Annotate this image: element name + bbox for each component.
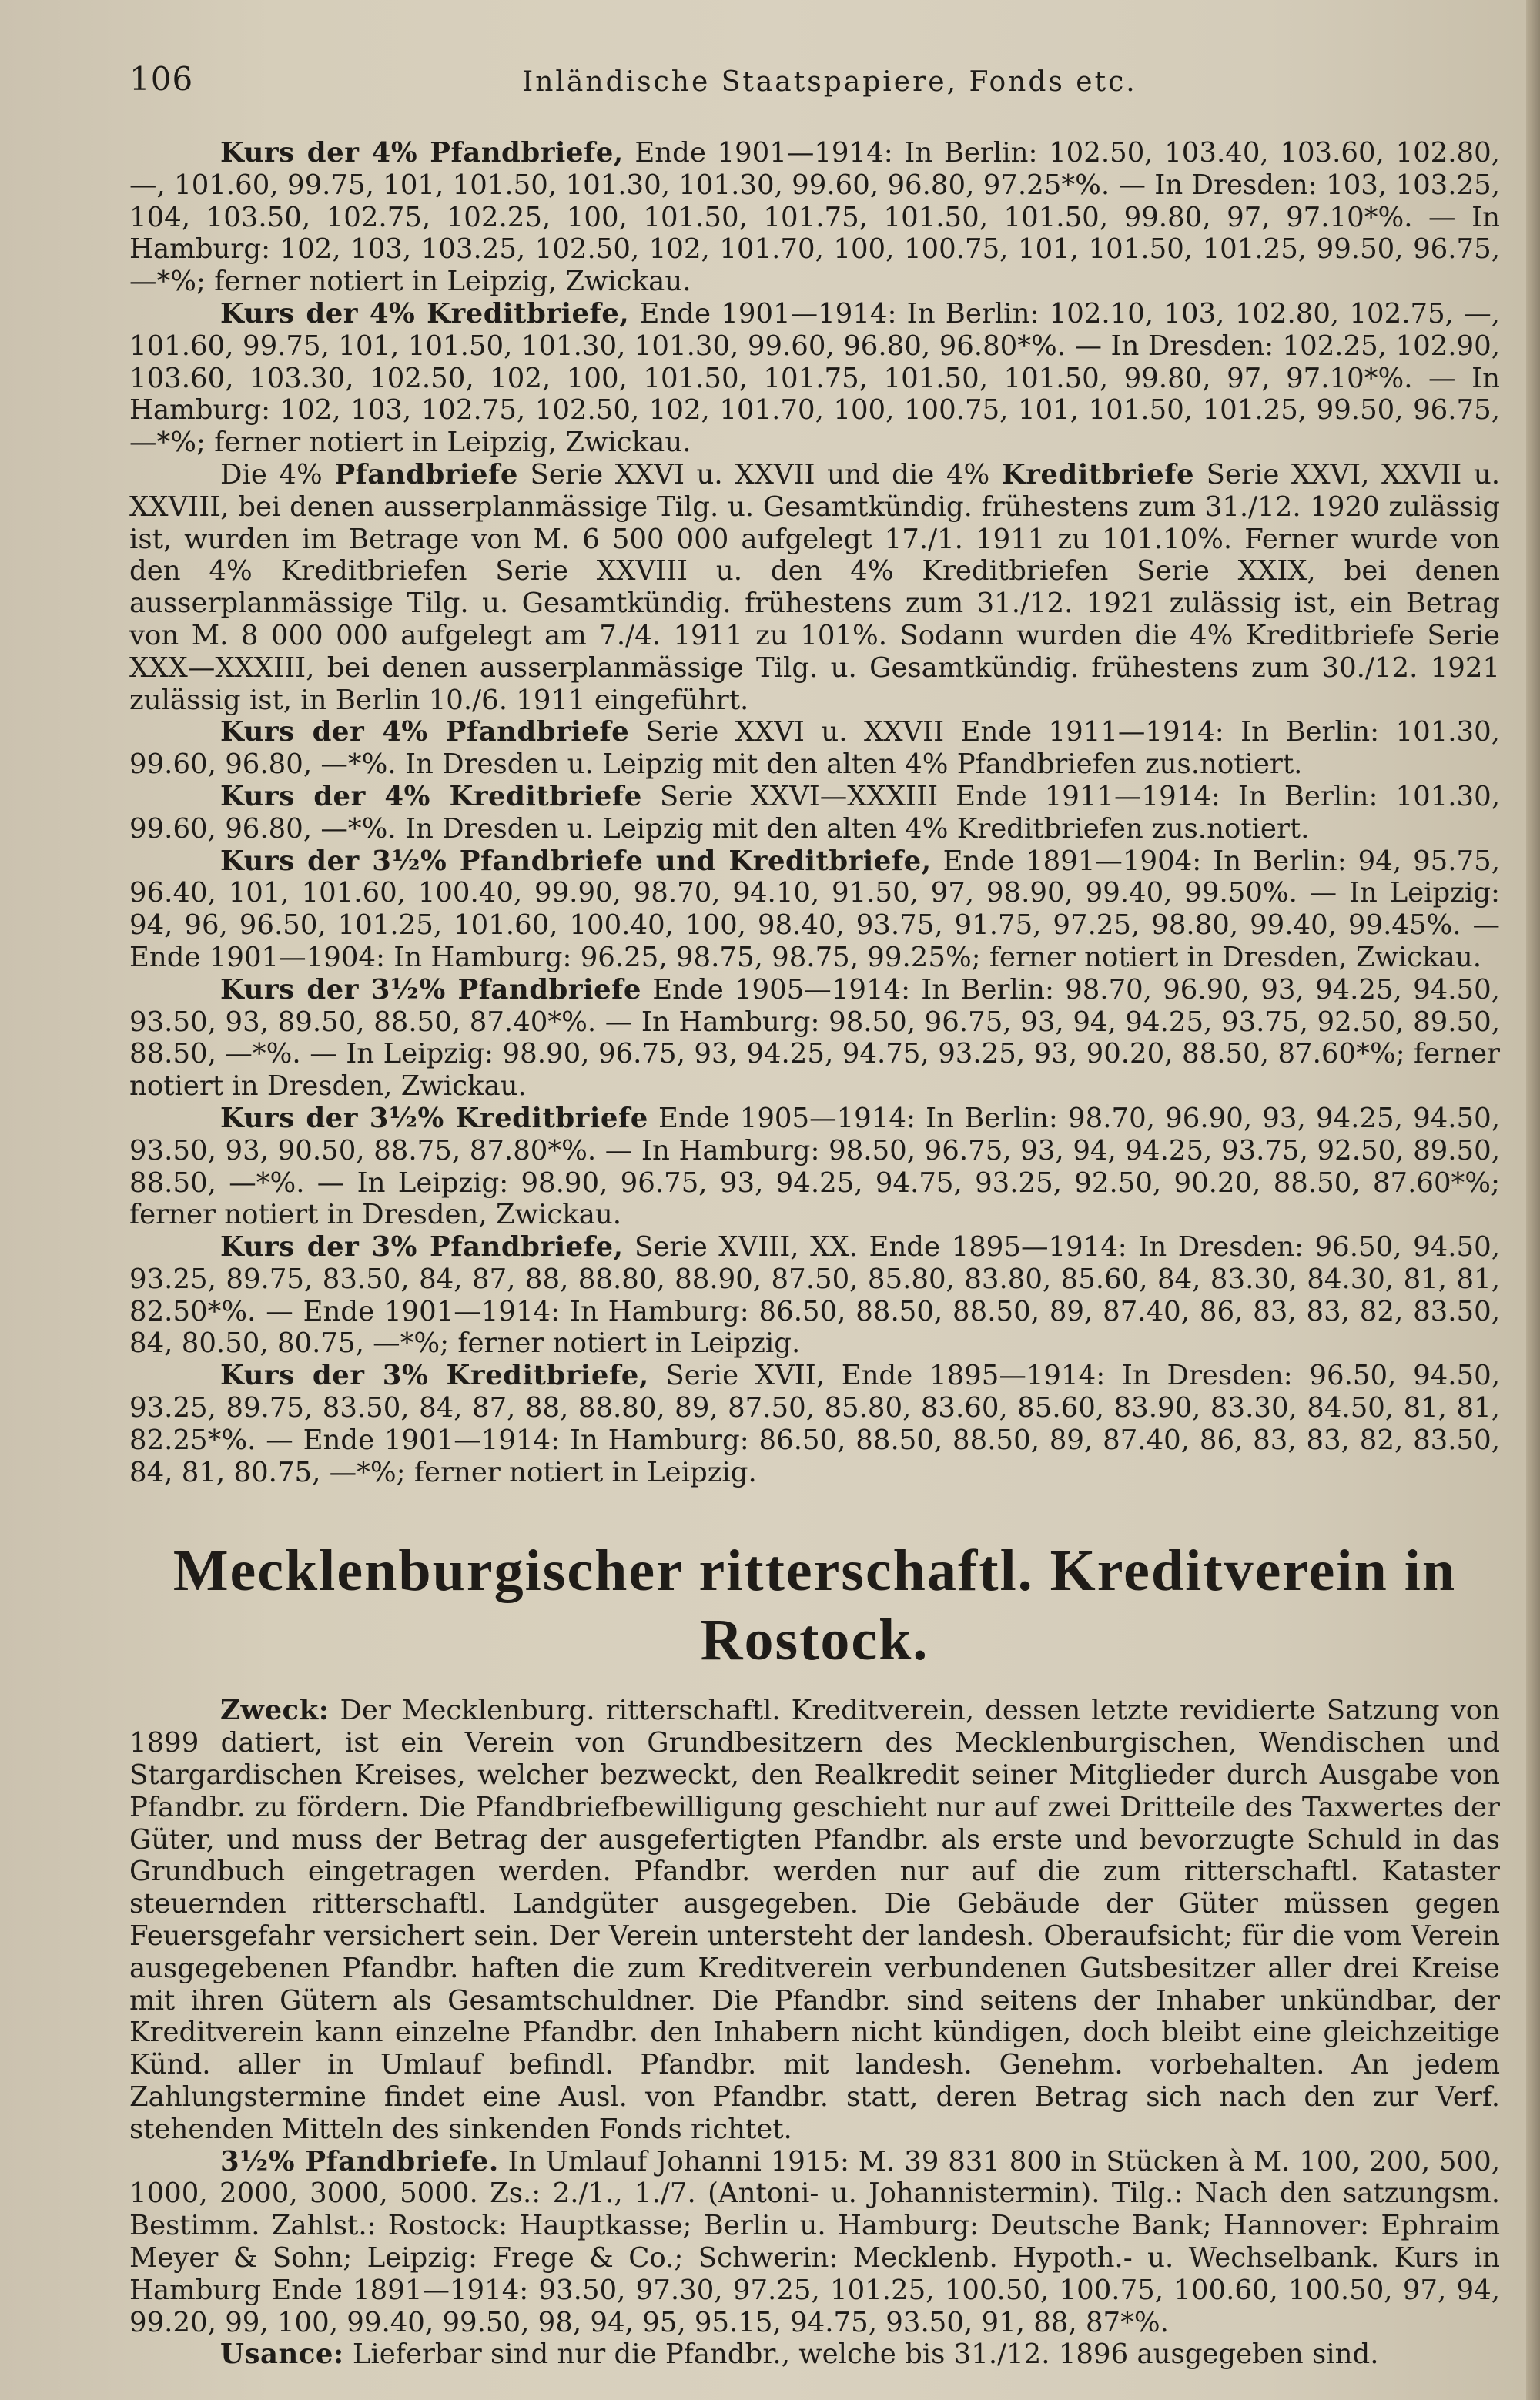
block-text: Serie XXVI, XXVII u. XXVIII, bei denen ausserplanmässige Tilg. u. Gesamtkündig. frühestens zum 31./12. 1920 zulässig ist, wurden im Betrage von M. 6 500 000 aufgelegt 17./1. 1911 zu 101.10%. Ferner wurde von den 4% Kreditbriefen Serie XXVIII u. den 4% Kreditbriefen Serie XXIX, bei denen ausserplanmässige Tilg. u. Gesamtkündig. frühestens zum 31./12. 1921 zulässig ist, ein Betrag von M. 8 000 000 aufgelegt am 7./4. 1911 zu 101%. Sodann wurden die 4% Kreditbriefe Serie XXX—XXXIII, bei denen ausserplanmässige Tilg. u. Gesamtkündig. frühestens zum 30./12. 1921 zulässig ist, in Berlin 10./6. 1911 eingeführt.	[129, 458, 1500, 716]
kurs-4-kreditbriefe	[129, 298, 1500, 459]
block-heading: Kurs der 4% Kreditbriefe	[220, 780, 642, 812]
block-text: Ende 1901—1914: In Berlin: 102.10, 103, 102.80, 102.75, —, 101.60, 99.75, 101, 101.50, 101.30, 101.30, 99.60, 96.80, 96.80*%. — In Dresden: 102.25, 102.90, 103.60, 103.30, 102.50, 102, 100, 101.50, 101.75, 101.50, 101.50, 99.80, 97, 97.10*%. — In Hamburg: 102, 103, 102.75, 102.50, 102, 101.70, 100, 100.75, 101, 101.50, 101.25, 99.50, 96.75, —*%; ferner notiert in Leipzig, Zwickau.	[129, 297, 1500, 459]
block-heading: Kurs der 3% Kreditbriefe,	[220, 1360, 649, 1392]
page-edge	[1526, 0, 1540, 2400]
block-heading: Kurs der 3½% Pfandbriefe	[220, 973, 641, 1006]
page-number: 106	[129, 60, 194, 98]
block-text: Ende 1891—1904: In Berlin: 94, 95.75, 96.40, 101, 101.60, 100.40, 99.90, 98.70, 94.10, 91.50, 97, 98.90, 99.40, 99.50%. — In Leipzig: 94, 96, 96.50, 101.25, 101.60, 100.40, 100, 98.40, 93.75, 91.75, 97.25, 98.80, 99.40, 99.45%. — Ende 1901—1904: In Hamburg: 96.25, 98.75, 98.75, 99.25%; ferner notiert in Dresden, Zwickau.	[129, 845, 1500, 973]
paragraph-text: In Umlauf Johanni 1915: M. 39 831 800 in Stücken à M. 100, 200, 500, 1000, 2000, 3000, 5000. Zs.: 2./1., 1./7. (Antoni- u. Johannistermin). Tilg.: Nach den satzungsm. Bestimm. Zahlst.: Rostock: Hauptkasse; Berlin u. Hamburg: Deutsche Bank; Hannover: Ephraim Meyer & Sohn; Leipzig: Frege & Co.; Schwerin: Mecklenb. Hypoth.- u. Wechselbank. Kurs in Hamburg Ende 1891—1914: 93.50, 97.30, 97.25, 101.25, 100.50, 100.75, 100.60, 100.50, 97, 94, 99.20, 99, 100, 99.40, 99.50, 98, 94, 95, 95.15, 94.75, 93.50, 91, 88, 87*%.	[129, 2145, 1501, 2338]
block-text: Die 4%	[220, 458, 335, 490]
block-text: Serie XVII, Ende 1895—1914: In Dresden: 96.50, 94.50, 93.25, 89.75, 83.50, 84, 87, 88, 88.80, 89, 87.50, 85.80, 83.60, 85.60, 83.90, 83.30, 84.50, 81, 81, 82.25*%. — Ende 1901—1914: In Hamburg: 86.50, 88.50, 88.50, 89, 87.40, 86, 83, 83, 82, 83.50, 84, 81, 80.75, —*%; ferner notiert in Leipzig.	[129, 1360, 1500, 1488]
block-text: Serie XXVI—XXXIII Ende 1911—1914: In Berlin: 101.30, 99.60, 96.80, —*%. In Dresden u. Leipzig mit den alten 4% Kreditbriefen zus.notiert.	[129, 780, 1500, 845]
kurs-3-5-kreditbriefe	[129, 1103, 1500, 1231]
block-heading: Pfandbriefe	[334, 458, 518, 490]
kurs-3-pfandbriefe	[129, 1231, 1500, 1360]
block-heading: Kreditbriefe	[1001, 458, 1195, 490]
page-header	[129, 60, 1500, 106]
zweck-paragraph	[129, 1695, 1500, 2145]
block-heading: Kurs der 3% Pfandbriefe,	[220, 1231, 624, 1264]
kurs-4-kreditbriefe-serie	[129, 781, 1500, 845]
block-heading: Kurs der 4% Kreditbriefe,	[220, 297, 630, 330]
kurs-3-kreditbriefe	[129, 1360, 1500, 1488]
block-text: Ende 1905—1914: In Berlin: 98.70, 96.90, 93, 94.25, 94.50, 93.50, 93, 90.50, 88.75, 87.80*%. — In Hamburg: 98.50, 96.75, 93, 94, 94.25, 93.75, 92.50, 89.50, 88.50, —*%. — In Leipzig: 98.90, 96.75, 93, 94.25, 94.75, 93.25, 92.50, 90.20, 88.50, 87.60*%; ferner notiert in Dresden, Zwickau.	[129, 1102, 1500, 1231]
block-text: Serie XXVI u. XXVII und die 4%	[517, 458, 1002, 490]
block-text: Serie XVIII, XX. Ende 1895—1914: In Dresden: 96.50, 94.50, 93.25, 89.75, 83.50, 84, 87, 88, 88.80, 88.90, 87.50, 85.80, 83.80, 85.60, 84, 83.30, 84.30, 81, 81, 82.50*%. — Ende 1901—1914: In Hamburg: 86.50, 88.50, 88.50, 89, 87.40, 86, 83, 83, 82, 83.50, 84, 80.50, 80.75, —*%; ferner notiert in Leipzig.	[129, 1231, 1500, 1360]
paragraph-heading: 3½% Pfandbriefe.	[220, 2145, 499, 2177]
kurs-4-pfandbriefe-serie	[129, 716, 1500, 781]
running-title: Inländische Staatspapiere, Fonds etc.	[522, 66, 1137, 98]
paragraph-text: Lieferbar sind nur die Pfandbr., welche bis 31./12. 1896 ausgegeben sind.	[343, 2338, 1379, 2371]
page-content	[129, 137, 1500, 2371]
usance-paragraph	[129, 2338, 1500, 2371]
paragraph-text: Der Mecklenburg. ritterschaftl. Kreditverein, dessen letzte revidierte Satzung von 1899 datiert, ist ein Verein von Grundbesitzern des Mecklenburgischen, Wendischen und Stargardischen Kreises, welcher bezweckt, den Realkredit seiner Mitglieder durch Ausgabe von Pfandbr. zu fördern. Die Pfandbriefbewilligung geschieht nur auf zwei Dritteile des Taxwertes der Güter, und muss der Betrag der ausgefertigten Pfandbr. als erste und bevorzugte Schuld in das Grundbuch eingetragen werden. Pfandbr. werden nur auf die zum ritterschaftl. Kataster steuernden ritterschaftl. Landgüter ausgegeben. Die Gebäude der Güter müssen gegen Feuersgefahr versichert sein. Der Verein untersteht der landesh. Oberaufsicht; für die vom Verein ausgegebenen Pfandbr. haften die zum Kreditverein verbundenen Gutsbesitzer aller drei Kreise mit ihren Gütern als Gesamtschuldner. Die Pfandbr. sind seitens der Inhaber unkündbar, der Kreditverein kann einzelne Pfandbr. den Inhabern nicht kündigen, doch bleibt eine gleichzeitige Künd. aller in Umlauf befindl. Pfandbr. mit landesh. Genehm. vorbehalten. An jedem Zahlungstermine findet eine Ausl. von Pfandbr. statt, deren Betrag sich nach den zur Verf. stehenden Mitteln des sinkenden Fonds richtet.	[129, 1695, 1500, 2145]
block-text: Serie XXVI u. XXVII Ende 1911—1914: In Berlin: 101.30, 99.60, 96.80, —*%. In Dresden u. Leipzig mit den alten 4% Pfandbriefen zus.notiert.	[129, 716, 1500, 781]
kurs-4-pfandbriefe	[129, 137, 1500, 298]
kurs-3-5-pfandbriefe	[129, 974, 1500, 1103]
block-heading: Kurs der 3½% Pfandbriefe und Kreditbriefe,	[220, 845, 932, 877]
paragraph-heading: Usance:	[220, 2338, 344, 2371]
block-heading: Kurs der 4% Pfandbriefe,	[220, 137, 624, 169]
block-heading: Kurs der 4% Pfandbriefe	[220, 716, 630, 748]
kurs-3-5-pfand-und-kreditbriefe	[129, 845, 1500, 974]
block-text: Ende 1901—1914: In Berlin: 102.50, 103.40, 103.60, 102.80, —, 101.60, 99.75, 101, 101.50, 101.30, 101.30, 99.60, 96.80, 97.25*%. — In Dresden: 103, 103.25, 104, 103.50, 102.75, 102.25, 100, 101.50, 101.75, 101.50, 101.50, 99.80, 97, 97.10*%. — In Hamburg: 102, 103, 103.25, 102.50, 102, 101.70, 100, 100.75, 101, 101.50, 101.25, 99.50, 96.75, —*%; ferner notiert in Leipzig, Zwickau.	[129, 137, 1500, 298]
emission-paragraph	[129, 459, 1500, 716]
block-heading: Kurs der 3½% Kreditbriefe	[220, 1102, 648, 1134]
paragraph-heading: Zweck:	[220, 1695, 330, 1727]
pfandbriefe-paragraph	[129, 2146, 1500, 2339]
section-title: Mecklenburgischer ritterschaftl. Kreditverein in Rostock.	[172, 1538, 1457, 1673]
block-text: Ende 1905—1914: In Berlin: 98.70, 96.90, 93, 94.25, 94.50, 93.50, 93, 89.50, 88.50, 87.40*%. — In Hamburg: 98.50, 96.75, 93, 94, 94.25, 93.75, 92.50, 89.50, 88.50, —*%. — In Leipzig: 98.90, 96.75, 93, 94.25, 94.75, 93.25, 93, 90.20, 88.50, 87.60*%; ferner notiert in Dresden, Zwickau.	[129, 973, 1500, 1103]
